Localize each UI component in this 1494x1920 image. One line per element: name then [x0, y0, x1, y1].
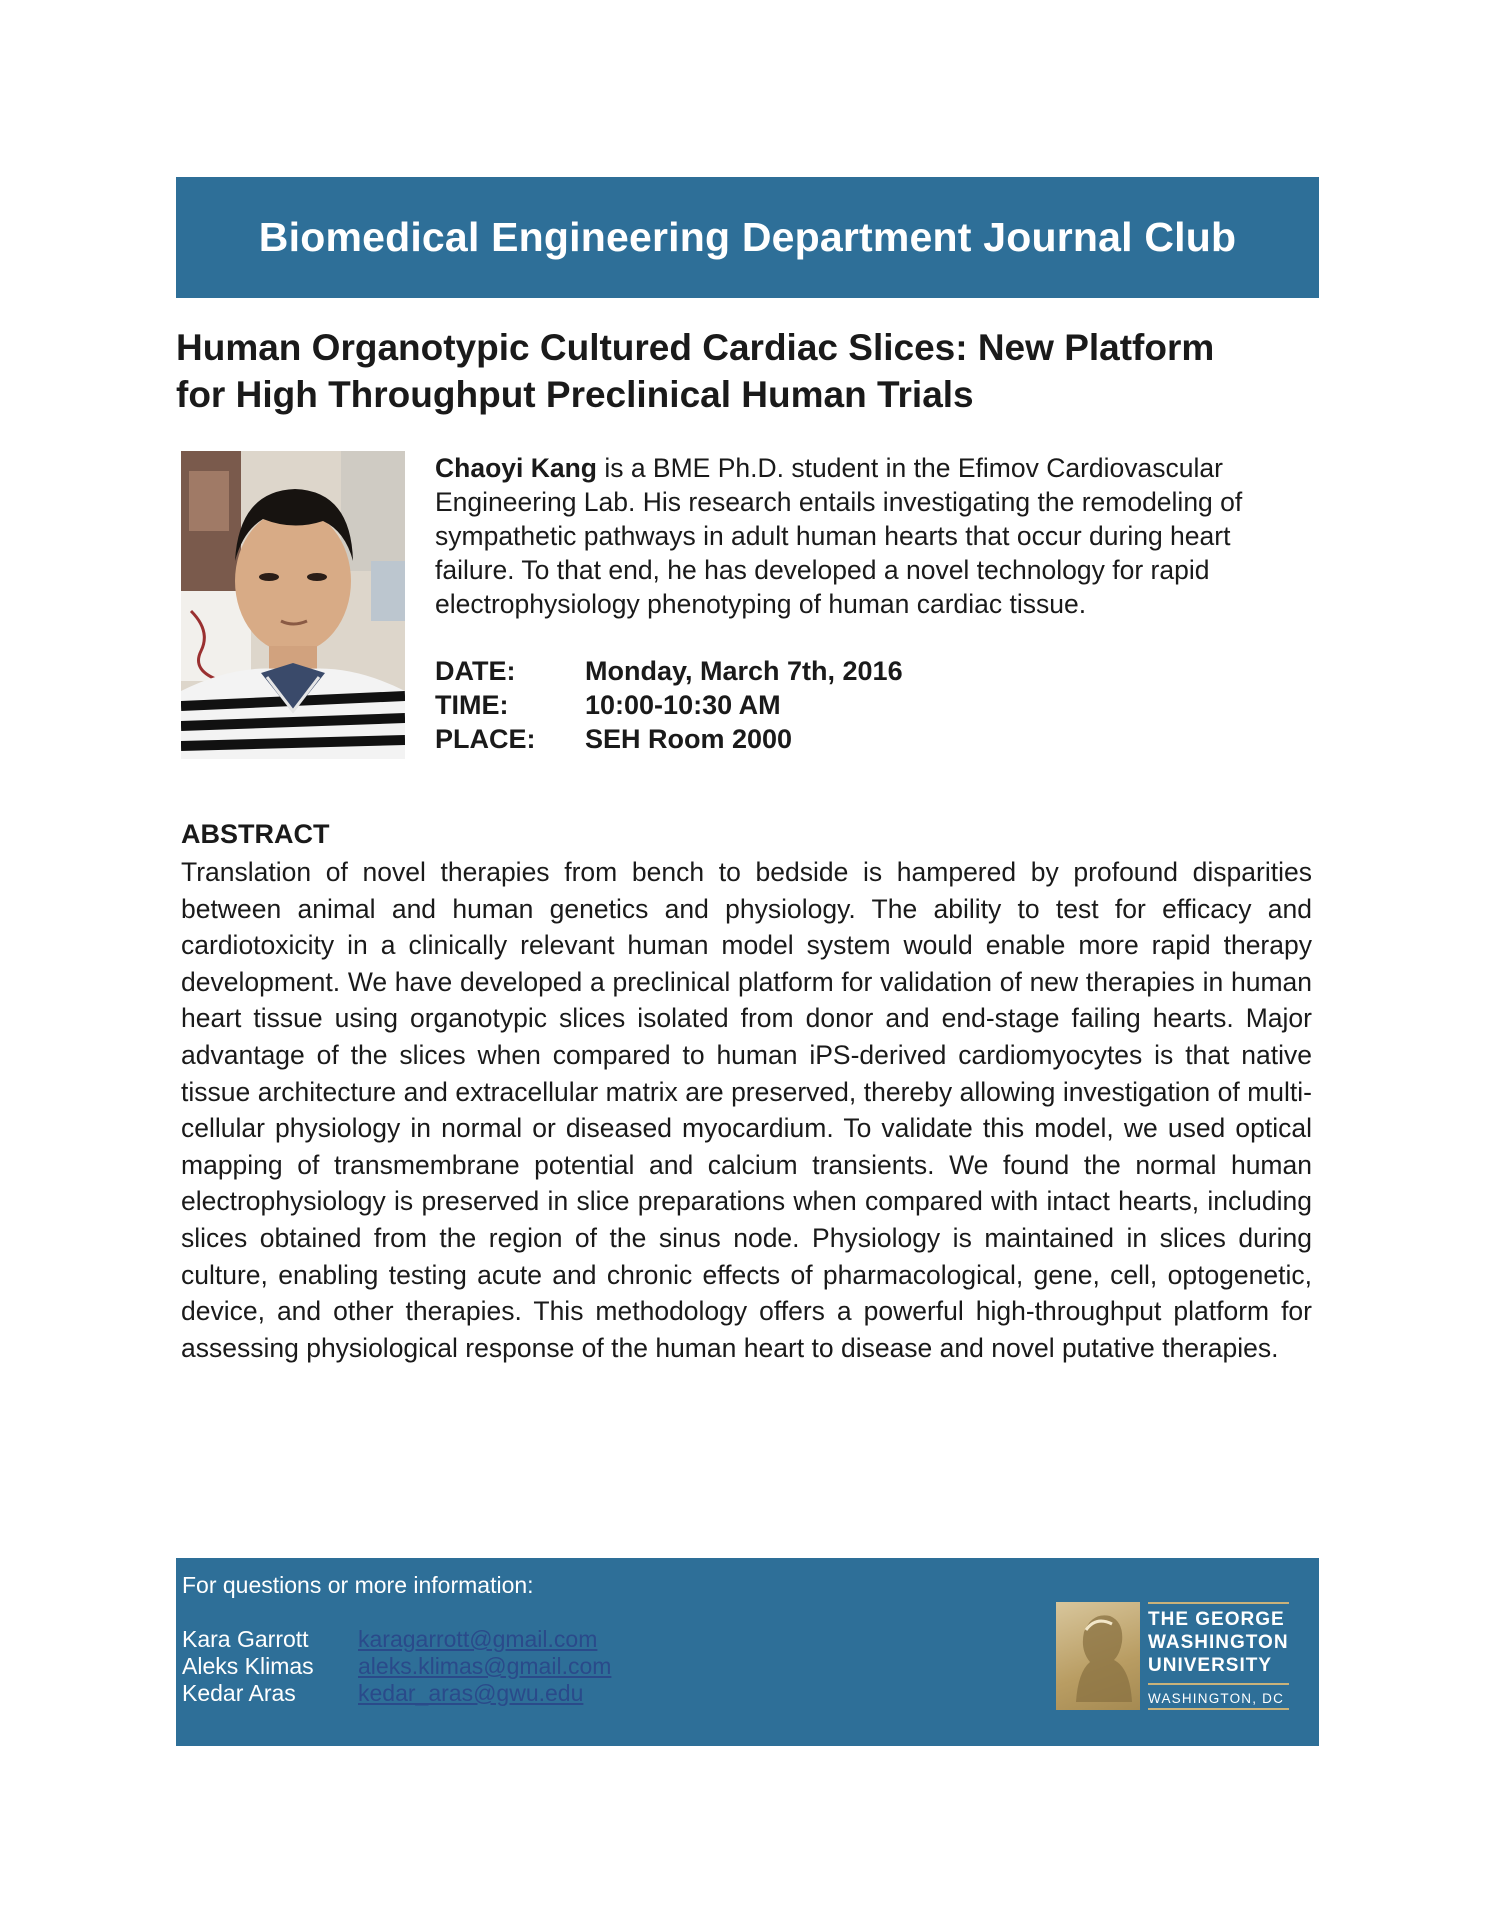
contact-row — [182, 1653, 611, 1680]
date-row — [435, 654, 903, 688]
logo-wordmark — [1148, 1602, 1289, 1710]
header-banner — [176, 177, 1319, 298]
contact-name: Kara Garrott — [182, 1626, 309, 1652]
page-title: Biomedical Engineering Department Journal Club — [258, 214, 1237, 260]
place-value: SEH Room 2000 — [585, 724, 793, 754]
contact-email-link[interactable]: kedar_aras@gwu.edu — [358, 1680, 584, 1706]
contact-email-link[interactable]: aleks.klimas@gmail.com — [358, 1653, 612, 1679]
place-row — [435, 722, 903, 756]
contact-row — [182, 1680, 611, 1707]
footer-banner — [176, 1558, 1319, 1746]
place-label: PLACE: — [435, 724, 536, 754]
talk-title-line: Human Organotypic Cultured Cardiac Slices: New Platform — [176, 327, 1215, 368]
time-value: 10:00-10:30 AM — [585, 690, 781, 720]
abstract-body: Translation of novel therapies from bench to bedside is hampered by profound disparities between animal and human genetics and physiology. The ability to test for efficacy and cardiotoxicity in a clinically relevant human model system would enable more rapid therapy development. We have developed a preclinical platform for validation of new therapies in human heart tissue using organotypic slices isolated from donor and end-stage failing hearts. Major advantage of the slices when compared to human iPS-derived cardiomyocytes is that native tissue architecture and extracellular matrix are preserved, thereby allowing investigation of multi-cellular physiology in normal or diseased myocardium. To validate this model, we used optical mapping of transmembrane potential and calcium transients. We found the normal human electrophysiology is preserved in slice preparations when compared with intact hearts, including slices obtained from the region of the sinus node. Physiology is maintained in slices during culture, enabling testing acute and chronic effects of pharmacological, gene, cell, optogenetic, device, and other therapies. This methodology offers a powerful high-throughput platform for assessing physiological response of the human heart to disease and novel putative therapies. — [181, 857, 1312, 1363]
gwu-logo — [1056, 1598, 1306, 1713]
talk-title — [176, 324, 1316, 418]
contact-email-link[interactable]: karagarrott@gmail.com — [358, 1626, 598, 1652]
logo-line: THE GEORGE — [1148, 1608, 1285, 1630]
contact-name: Aleks Klimas — [182, 1653, 314, 1679]
date-value: Monday, March 7th, 2016 — [585, 656, 903, 686]
logo-city: WASHINGTON, DC — [1148, 1683, 1289, 1706]
speaker-bio-text: is a BME Ph.D. student in the Efimov Cardiovascular Engineering Lab. His research entails investigating the remodeling of sympathetic pathways in adult human hearts that occur during heart failure. To that end, he has developed a novel technology for rapid electrophysiology phenotyping of human cardiac tissue. — [435, 453, 1243, 619]
talk-title-line: for High Throughput Preclinical Human Trials — [176, 374, 974, 415]
date-label: DATE: — [435, 656, 516, 686]
washington-portrait-icon — [1056, 1602, 1140, 1710]
contact-list — [182, 1626, 611, 1707]
logo-line: WASHINGTON — [1148, 1631, 1289, 1653]
logo-line: UNIVERSITY — [1148, 1654, 1273, 1676]
footer-heading: For questions or more information: — [182, 1572, 534, 1598]
abstract-heading: ABSTRACT — [181, 819, 330, 849]
event-details — [435, 654, 903, 756]
time-label: TIME: — [435, 690, 509, 720]
speaker-photo — [181, 451, 405, 759]
time-row — [435, 688, 903, 722]
contact-name: Kedar Aras — [182, 1680, 296, 1706]
speaker-name: Chaoyi Kang — [435, 453, 597, 483]
speaker-bio — [435, 451, 1315, 621]
contact-row — [182, 1626, 611, 1653]
